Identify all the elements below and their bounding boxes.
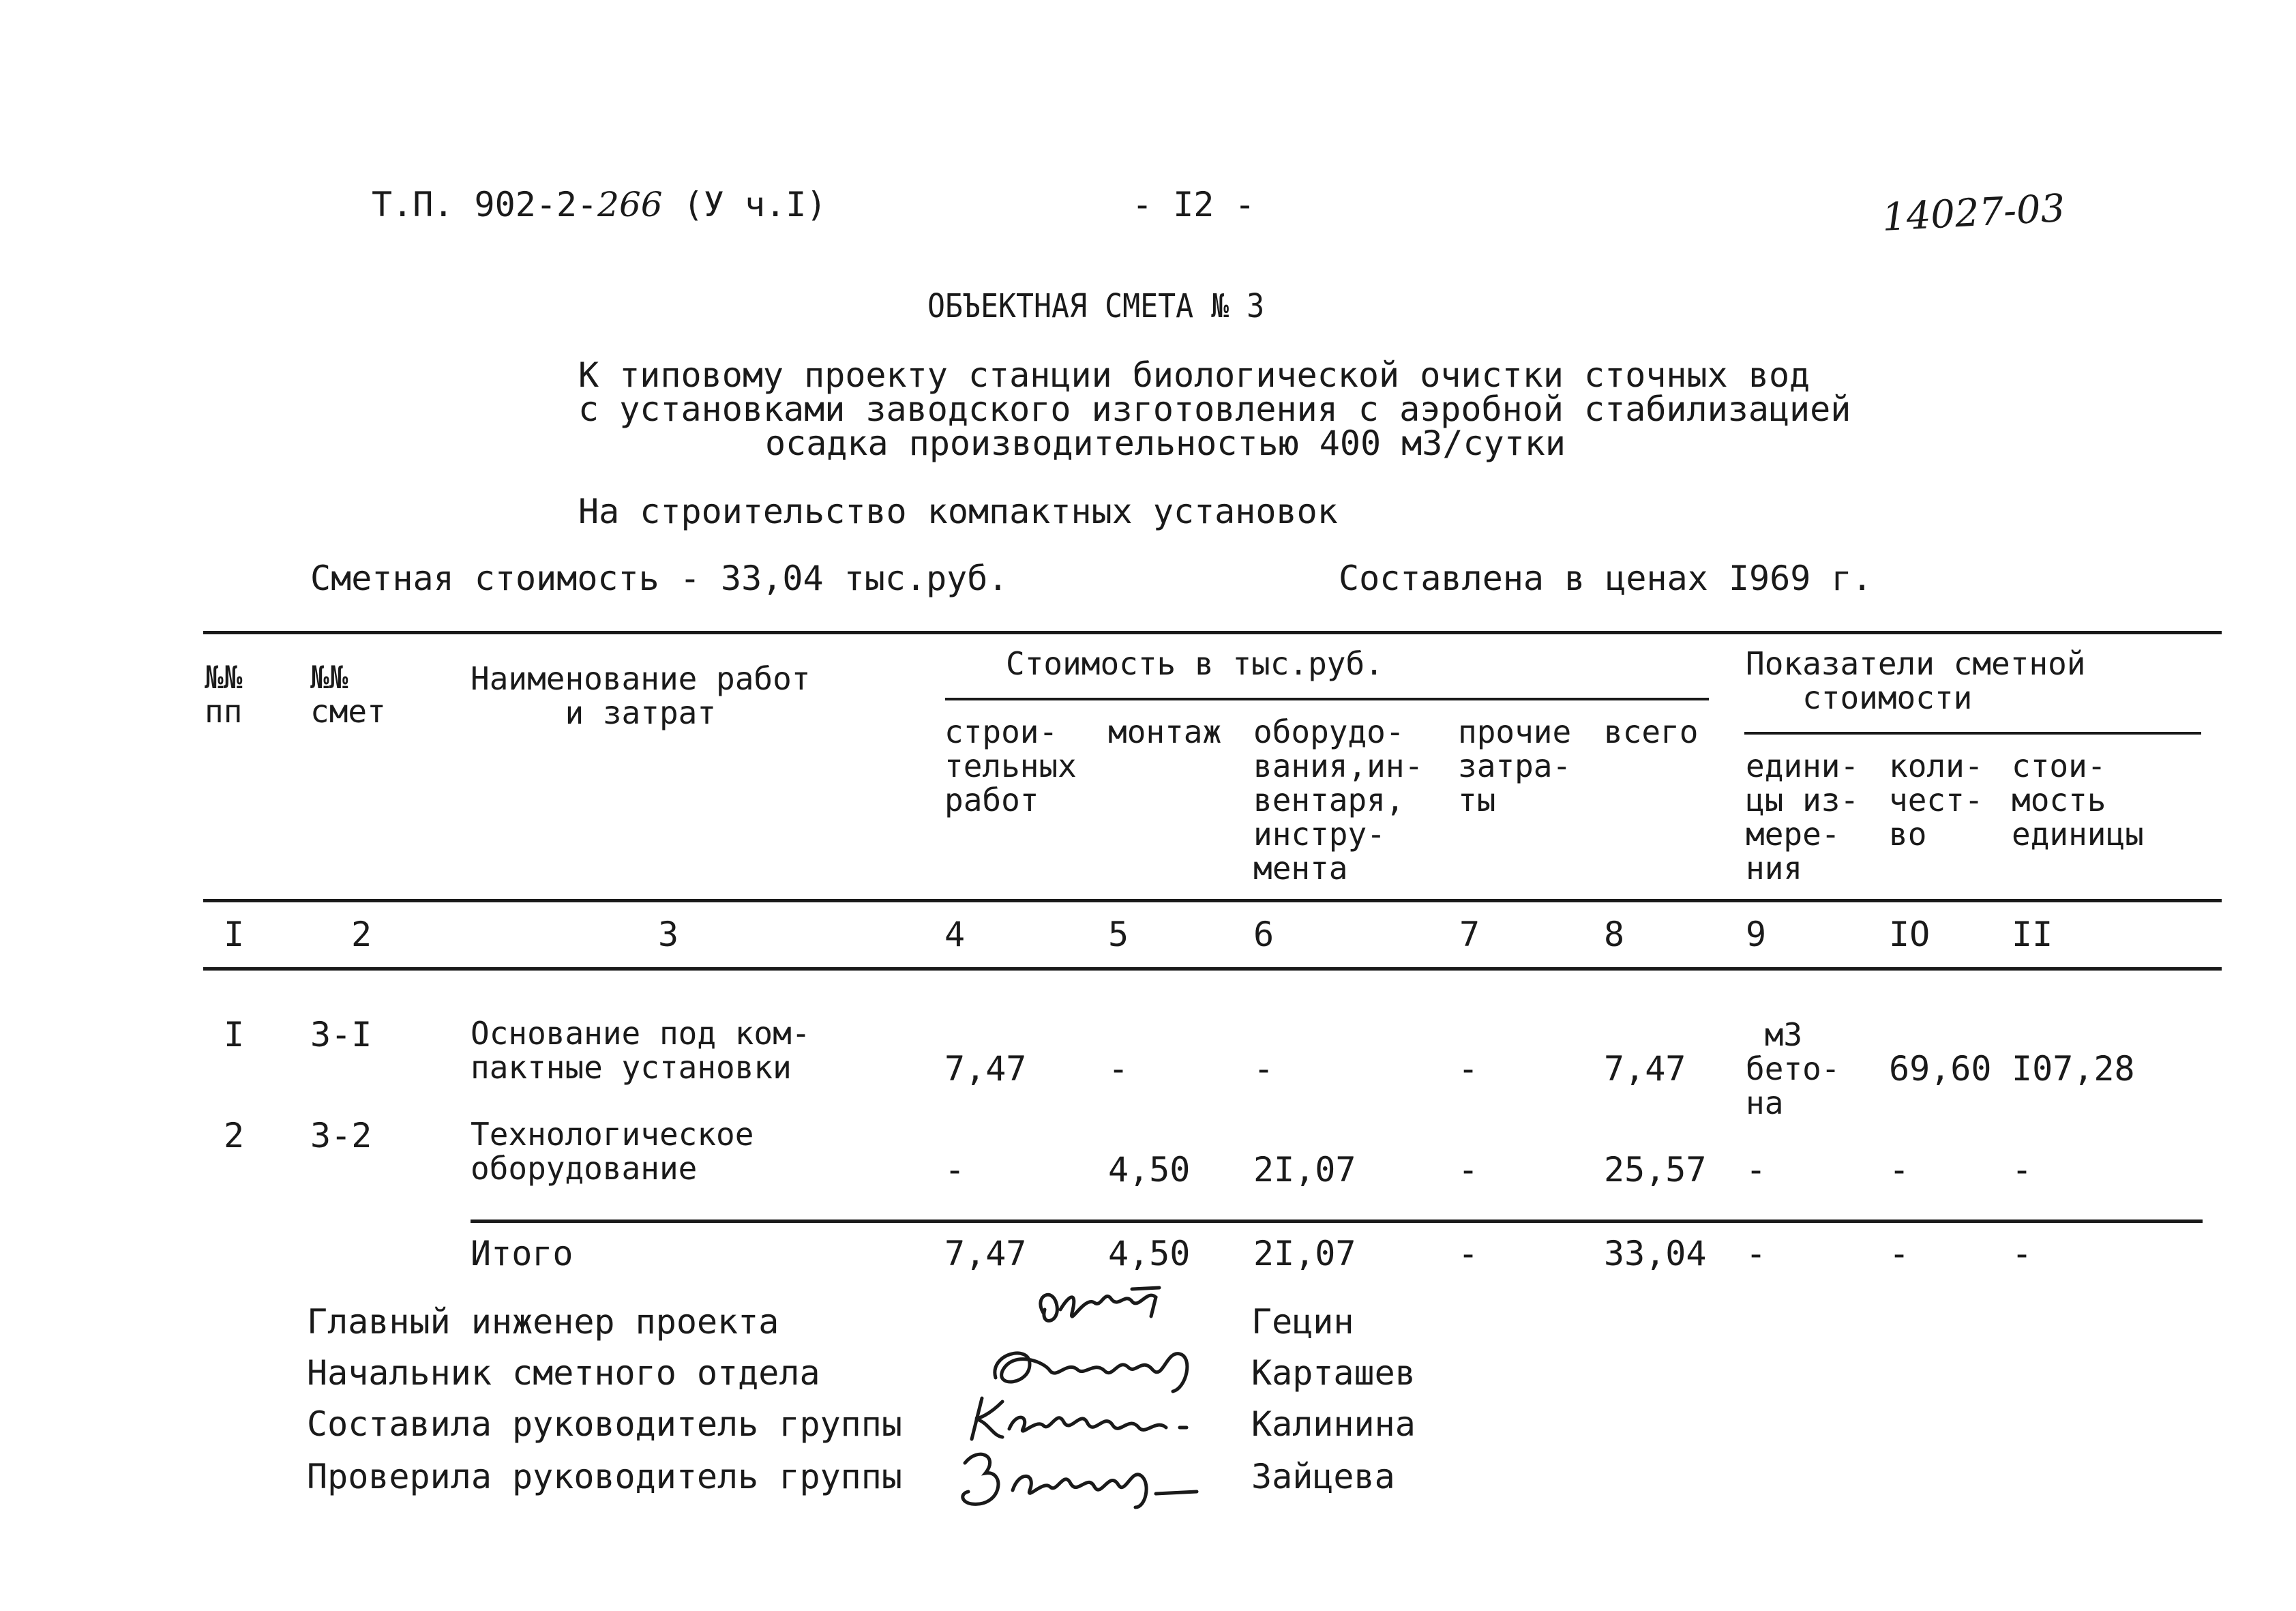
total-equipment: 2I,07: [1253, 1234, 1356, 1273]
archive-number: 14027-03: [1881, 186, 2066, 240]
row-work-name: Технологическое оборудование: [471, 1116, 754, 1187]
header-total: всего: [1604, 713, 1699, 750]
column-number-8: 8: [1604, 915, 1625, 954]
column-number-9: 9: [1746, 915, 1767, 954]
header-bottom-rule: [203, 899, 2222, 902]
handwritten-signature-3: [961, 1388, 1214, 1449]
header-unit-cost: стои- мость единицы: [2012, 748, 2144, 853]
total-installation: 4,50: [1108, 1234, 1191, 1273]
designation-suffix: (У ч.I): [662, 185, 827, 224]
subtitle-line-2: с установками заводского изготовления с аэробной стабилизацией: [578, 389, 1851, 429]
column-number-5: 5: [1108, 915, 1129, 954]
column-number-4: 4: [944, 915, 966, 954]
column-number-11: II: [2012, 915, 2053, 954]
indicators-group-rule: [1744, 732, 2201, 735]
signature-name-2: Карташев: [1251, 1353, 1416, 1393]
total-sum: 33,04: [1604, 1234, 1707, 1273]
header-construction: строи- тельных работ: [944, 713, 1077, 818]
row-quantity: -: [1889, 1150, 1910, 1189]
designation-number: 266: [597, 185, 663, 224]
signature-name-4: Зайцева: [1251, 1457, 1395, 1496]
purpose-text: На строительство компактных установок: [578, 492, 1338, 531]
estimated-cost: Сметная стоимость - 33,04 тыс.руб.: [310, 559, 1009, 598]
signature-name-3: Калинина: [1251, 1404, 1416, 1444]
price-basis: Составлена в ценах I969 г.: [1339, 559, 1873, 598]
total-other: -: [1458, 1234, 1479, 1273]
header-installation: монтаж: [1108, 713, 1222, 750]
signature-role-4: Проверила руководитель группы: [307, 1457, 902, 1496]
column-number-6: 6: [1253, 915, 1274, 954]
total-unit-cost: -: [2012, 1234, 2033, 1273]
designation-prefix: Т.П. 902-2-: [372, 185, 598, 224]
row-other: -: [1458, 1049, 1479, 1089]
row-other: -: [1458, 1150, 1479, 1189]
row-estimate-number: 3-I: [310, 1015, 372, 1054]
row-construction: -: [944, 1150, 966, 1189]
purpose-line: [578, 494, 1338, 529]
subtitle-line-3: осадка производительностью 400 м3/сутки: [765, 424, 1566, 463]
row-quantity: 69,60: [1889, 1049, 1992, 1089]
document-title: ОБЪЕКТНАЯ СМЕТА № 3: [927, 287, 1265, 325]
row-installation: -: [1108, 1049, 1129, 1089]
signature-role-3: Составила руководитель группы: [307, 1404, 902, 1444]
signature-role-1: Главный инженер проекта: [307, 1302, 779, 1342]
table-top-rule: [203, 631, 2222, 634]
total-rule: [471, 1220, 2203, 1223]
row-unit-cost: I07,28: [2012, 1049, 2135, 1089]
row-work-name: Основание под ком- пактные установки: [471, 1015, 811, 1086]
header-equipment: оборудо- вания,ин- вентаря, инстру- мента: [1253, 713, 1424, 887]
row-total: 25,57: [1604, 1150, 1707, 1189]
row-equipment: -: [1253, 1049, 1274, 1089]
total-unit: -: [1746, 1234, 1767, 1273]
row-equipment: 2I,07: [1253, 1150, 1356, 1189]
row-unit: м3 бето- на: [1746, 1016, 1840, 1121]
row-unit: -: [1746, 1150, 1767, 1189]
header-cost-group: Стоимость в тыс.руб.: [1006, 645, 1384, 682]
handwritten-signature-1: [1030, 1275, 1187, 1337]
row-installation: 4,50: [1108, 1150, 1191, 1189]
row-number: 2: [224, 1116, 245, 1155]
row-estimate-number: 3-2: [310, 1116, 372, 1155]
cost-group-rule: [945, 698, 1709, 700]
total-construction: 7,47: [944, 1234, 1027, 1273]
header-unit: едини- цы из- мере- ния: [1746, 748, 1860, 887]
total-label: Итого: [471, 1234, 573, 1273]
handwritten-signature-4: [951, 1443, 1224, 1518]
column-number-2: 2: [351, 915, 372, 954]
header-row-number: №№ пп: [205, 659, 243, 730]
subtitle-line-1: К типовому проекту станции биологической очистки сточных вод: [578, 355, 1810, 395]
column-numbers-rule: [203, 967, 2222, 971]
header-indicators-group: Показатели сметной стоимости: [1746, 645, 2086, 716]
column-number-3: 3: [658, 915, 679, 954]
column-number-7: 7: [1459, 915, 1480, 954]
row-unit-cost: -: [2012, 1150, 2033, 1189]
row-number: I: [224, 1015, 245, 1054]
header-work-name: Наименование работ и затрат: [471, 660, 811, 731]
signature-role-2: Начальник сметного отдела: [307, 1353, 820, 1393]
total-quantity: -: [1889, 1234, 1910, 1273]
signature-name-1: Гецин: [1251, 1302, 1354, 1342]
header-other: прочие затра- ты: [1458, 713, 1572, 818]
row-construction: 7,47: [944, 1049, 1027, 1089]
document-designation: [372, 185, 827, 224]
header-quantity: коли- чест- во: [1889, 748, 1984, 853]
column-number-10: IO: [1889, 915, 1930, 954]
column-number-1: I: [224, 915, 245, 954]
row-total: 7,47: [1604, 1049, 1686, 1089]
page-number: - I2 -: [1132, 185, 1255, 224]
header-estimate-number: №№ смет: [310, 659, 386, 730]
